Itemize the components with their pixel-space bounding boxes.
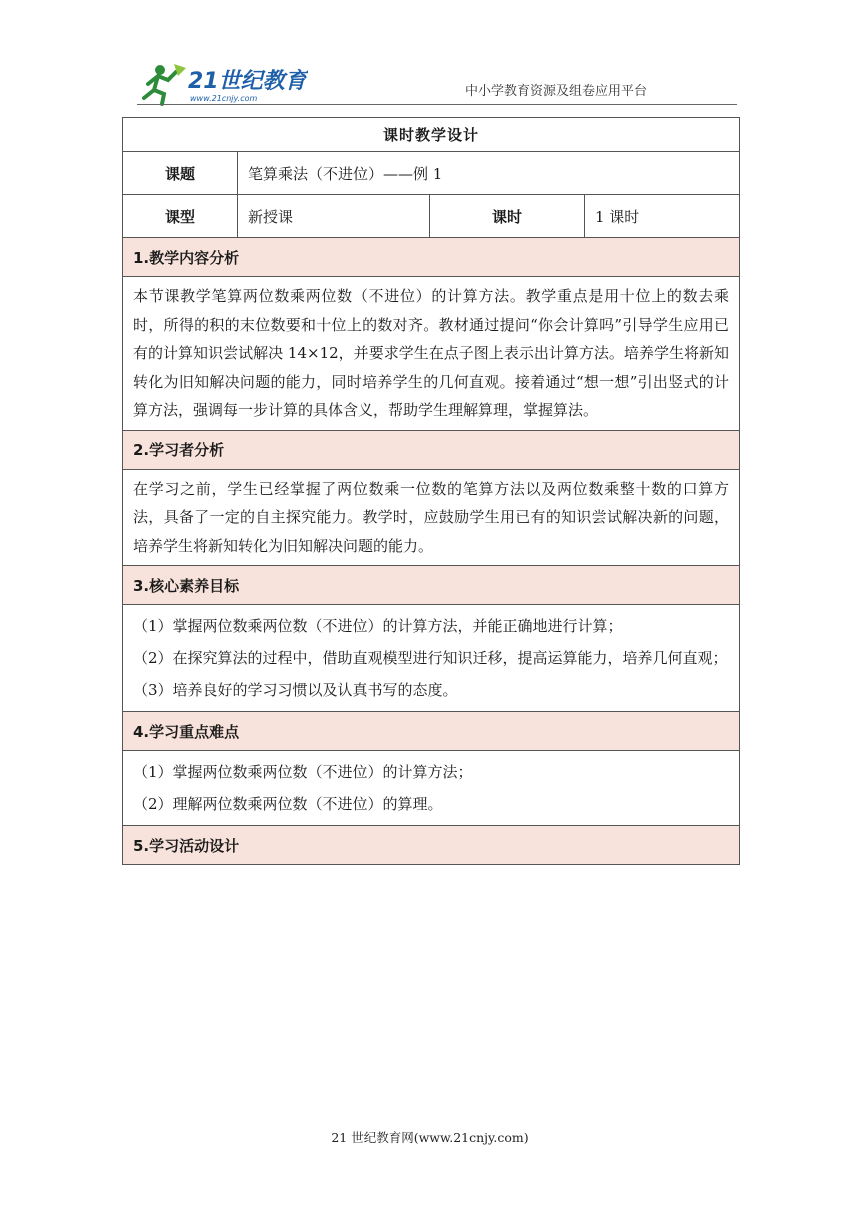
site-logo xyxy=(138,62,308,106)
section-heading-key-points: 4.学习重点难点 xyxy=(123,712,740,751)
list-item: （1）掌握两位数乘两位数（不进位）的计算方法，并能正确地进行计算； xyxy=(133,617,623,635)
learner-analysis-text: 在学习之前，学生已经掌握了两位数乘一位数的笔算方法以及两位数乘整十数的口算方法，具备了一定的自主探究能力。教学时，应鼓励学生用已有的知识尝试解决新的问题，培养学生将新知转化为旧知解决问题的能力。 xyxy=(133,479,730,555)
topic-label: 课题 xyxy=(123,152,238,195)
page-footer: 21 世纪教育网(www.21cnjy.com) xyxy=(331,1130,529,1145)
logo-text: 21世纪教育 xyxy=(188,69,307,94)
hours-label: 课时 xyxy=(430,195,585,238)
section-body-key-points xyxy=(123,751,740,826)
table-title: 课时教学设计 xyxy=(123,118,740,152)
section-body-learner-analysis xyxy=(123,469,740,566)
section-heading-core-goals: 3.核心素养目标 xyxy=(123,566,740,605)
section-heading-activity-design: 5.学习活动设计 xyxy=(123,826,740,865)
lesson-plan-table xyxy=(122,117,740,865)
topic-value: 笔算乘法（不进位）——例 1 xyxy=(238,152,740,195)
section-heading-learner-analysis: 2.学习者分析 xyxy=(123,430,740,469)
platform-name: 中小学教育资源及组卷应用平台 xyxy=(465,84,648,99)
list-item: （2）在探究算法的过程中，借助直观模型进行知识迁移，提高运算能力，培养几何直观； xyxy=(133,649,728,667)
list-item: （3）培养良好的学习习惯以及认真书写的态度。 xyxy=(133,681,458,699)
type-label: 课型 xyxy=(123,195,238,238)
content-analysis-text: 本节课教学笔算两位数乘两位数（不进位）的计算方法。教学重点是用十位上的数去乘时，所得的积的末位数要和十位上的数对齐。教材通过提问“你会计算吗”引导学生应用已有的计算知识尝试解决 14×12，并要求学生在点子图上表示出计算方法。培养学生将新知转化为旧知解决问题的能力，同时培养学生的几何直观。接着通过“想一想”引出竖式的计算方法，强调每一步计算的具体含义，帮助学生理解算理，掌握算法。 xyxy=(133,287,730,419)
page-header xyxy=(0,0,860,115)
runner-icon xyxy=(144,64,186,104)
section-heading-content-analysis: 1.教学内容分析 xyxy=(123,238,740,277)
type-value: 新授课 xyxy=(238,195,430,238)
list-item: （1）掌握两位数乘两位数（不进位）的计算方法； xyxy=(133,763,473,781)
list-item: （2）理解两位数乘两位数（不进位）的算理。 xyxy=(133,795,443,813)
section-body-core-goals xyxy=(123,605,740,712)
section-body-content-analysis xyxy=(123,277,740,431)
logo-url: www.21cnjy.com xyxy=(190,94,258,103)
hours-value: 1 课时 xyxy=(585,195,740,238)
header-divider xyxy=(137,104,737,105)
